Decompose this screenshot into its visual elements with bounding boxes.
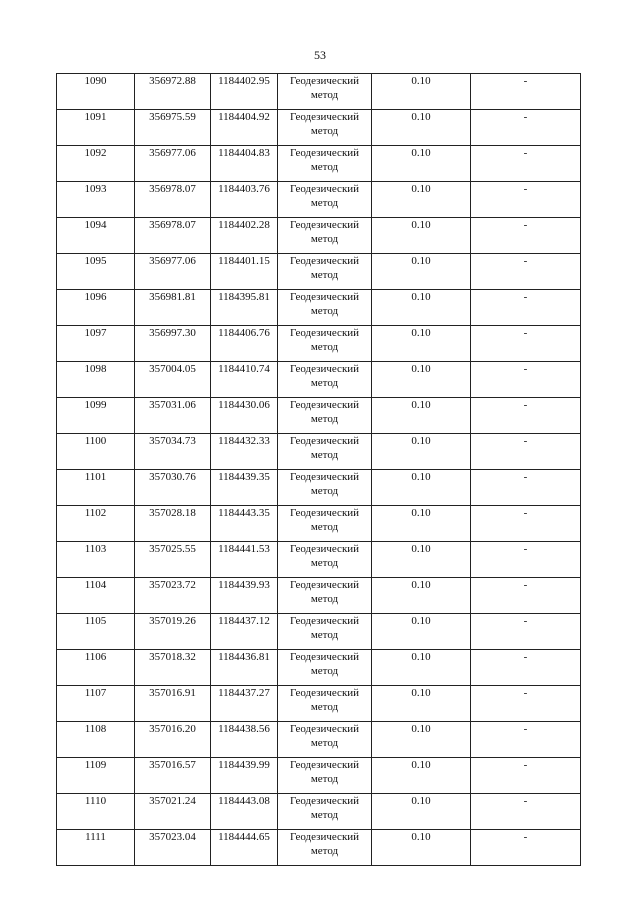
y-coordinate-cell	[211, 578, 278, 614]
accuracy-cell	[372, 362, 471, 398]
point-number-cell	[57, 542, 135, 578]
note-cell	[471, 470, 581, 506]
x-coordinate-cell	[135, 254, 211, 290]
method-cell	[278, 74, 372, 110]
accuracy-cell-text: 0.10	[411, 147, 431, 159]
accuracy-cell-text: 0.10	[411, 183, 431, 195]
x-coordinate-cell-text: 356977.06	[149, 147, 196, 159]
x-coordinate-cell-text: 357030.76	[149, 471, 196, 483]
method-cell	[278, 470, 372, 506]
x-coordinate-cell	[135, 614, 211, 650]
accuracy-cell-text: 0.10	[411, 435, 431, 447]
accuracy-cell-text: 0.10	[411, 399, 431, 411]
accuracy-cell-text: 0.10	[411, 543, 431, 555]
point-number-cell	[57, 74, 135, 110]
method-cell-text: Геодезический метод	[289, 327, 360, 353]
y-coordinate-cell-text: 1184430.06	[218, 399, 270, 411]
note-cell	[471, 254, 581, 290]
point-number-cell	[57, 182, 135, 218]
point-number-cell-text: 1098	[84, 363, 107, 375]
accuracy-cell	[372, 614, 471, 650]
table-row	[57, 218, 581, 254]
point-number-cell-text: 1111	[85, 831, 106, 843]
y-coordinate-cell	[211, 650, 278, 686]
note-cell	[471, 182, 581, 218]
note-cell	[471, 578, 581, 614]
x-coordinate-cell-text: 357031.06	[149, 399, 196, 411]
method-cell	[278, 794, 372, 830]
method-cell	[278, 650, 372, 686]
point-number-cell-text: 1093	[84, 183, 107, 195]
y-coordinate-cell	[211, 686, 278, 722]
accuracy-cell-text: 0.10	[411, 831, 431, 843]
accuracy-cell-text: 0.10	[411, 327, 431, 339]
table-row	[57, 758, 581, 794]
x-coordinate-cell	[135, 110, 211, 146]
point-number-cell	[57, 578, 135, 614]
table-body	[57, 74, 581, 866]
note-cell-text: -	[523, 219, 528, 231]
x-coordinate-cell	[135, 794, 211, 830]
note-cell	[471, 218, 581, 254]
point-number-cell	[57, 326, 135, 362]
accuracy-cell-text: 0.10	[411, 651, 431, 663]
table-row	[57, 614, 581, 650]
note-cell	[471, 74, 581, 110]
note-cell	[471, 614, 581, 650]
method-cell	[278, 218, 372, 254]
accuracy-cell	[372, 830, 471, 866]
point-number-cell	[57, 614, 135, 650]
table-row	[57, 542, 581, 578]
note-cell	[471, 686, 581, 722]
x-coordinate-cell	[135, 218, 211, 254]
accuracy-cell-text: 0.10	[411, 111, 431, 123]
y-coordinate-cell	[211, 398, 278, 434]
method-cell	[278, 542, 372, 578]
method-cell-text: Геодезический метод	[289, 543, 360, 569]
note-cell	[471, 542, 581, 578]
y-coordinate-cell-text: 1184404.83	[218, 147, 270, 159]
note-cell-text: -	[523, 111, 528, 123]
note-cell	[471, 326, 581, 362]
accuracy-cell	[372, 146, 471, 182]
y-coordinate-cell-text: 1184441.53	[218, 543, 270, 555]
accuracy-cell	[372, 74, 471, 110]
y-coordinate-cell	[211, 326, 278, 362]
method-cell-text: Геодезический метод	[289, 363, 360, 389]
table-row	[57, 74, 581, 110]
x-coordinate-cell	[135, 758, 211, 794]
y-coordinate-cell	[211, 182, 278, 218]
note-cell-text: -	[523, 723, 528, 735]
accuracy-cell	[372, 254, 471, 290]
point-number-cell	[57, 254, 135, 290]
note-cell-text: -	[523, 543, 528, 555]
y-coordinate-cell	[211, 614, 278, 650]
method-cell	[278, 398, 372, 434]
table-row	[57, 326, 581, 362]
method-cell	[278, 578, 372, 614]
y-coordinate-cell-text: 1184402.28	[218, 219, 270, 231]
note-cell	[471, 650, 581, 686]
point-number-cell	[57, 830, 135, 866]
accuracy-cell-text: 0.10	[411, 615, 431, 627]
accuracy-cell	[372, 758, 471, 794]
note-cell-text: -	[523, 615, 528, 627]
y-coordinate-cell-text: 1184403.76	[218, 183, 270, 195]
x-coordinate-cell-text: 356981.81	[149, 291, 196, 303]
x-coordinate-cell	[135, 830, 211, 866]
x-coordinate-cell-text: 357019.26	[149, 615, 196, 627]
y-coordinate-cell-text: 1184437.27	[218, 687, 270, 699]
y-coordinate-cell	[211, 146, 278, 182]
y-coordinate-cell-text: 1184439.93	[218, 579, 270, 591]
y-coordinate-cell	[211, 434, 278, 470]
x-coordinate-cell	[135, 182, 211, 218]
point-number-cell-text: 1091	[84, 111, 107, 123]
note-cell	[471, 290, 581, 326]
y-coordinate-cell	[211, 794, 278, 830]
point-number-cell-text: 1090	[84, 75, 107, 87]
accuracy-cell	[372, 218, 471, 254]
x-coordinate-cell-text: 356977.06	[149, 255, 196, 267]
accuracy-cell-text: 0.10	[411, 363, 431, 375]
method-cell-text: Геодезический метод	[289, 183, 360, 209]
x-coordinate-cell-text: 357016.57	[149, 759, 196, 771]
table-row	[57, 794, 581, 830]
note-cell-text: -	[523, 435, 528, 447]
coordinates-table	[56, 73, 581, 866]
method-cell-text: Геодезический метод	[289, 507, 360, 533]
note-cell-text: -	[523, 75, 528, 87]
note-cell	[471, 434, 581, 470]
note-cell	[471, 722, 581, 758]
point-number-cell-text: 1099	[84, 399, 107, 411]
point-number-cell	[57, 146, 135, 182]
y-coordinate-cell-text: 1184404.92	[218, 111, 270, 123]
x-coordinate-cell-text: 356978.07	[149, 219, 196, 231]
point-number-cell-text: 1107	[84, 687, 107, 699]
note-cell-text: -	[523, 327, 528, 339]
note-cell-text: -	[523, 831, 528, 843]
x-coordinate-cell	[135, 578, 211, 614]
note-cell	[471, 110, 581, 146]
method-cell	[278, 614, 372, 650]
method-cell	[278, 110, 372, 146]
point-number-cell	[57, 434, 135, 470]
accuracy-cell-text: 0.10	[411, 219, 431, 231]
accuracy-cell	[372, 794, 471, 830]
point-number-cell-text: 1096	[84, 291, 107, 303]
y-coordinate-cell-text: 1184402.95	[218, 75, 270, 87]
method-cell-text: Геодезический метод	[289, 759, 360, 785]
page-number: 53	[314, 48, 326, 62]
table-row	[57, 290, 581, 326]
accuracy-cell	[372, 578, 471, 614]
note-cell	[471, 758, 581, 794]
x-coordinate-cell-text: 356972.88	[149, 75, 196, 87]
y-coordinate-cell-text: 1184406.76	[218, 327, 270, 339]
accuracy-cell-text: 0.10	[411, 687, 431, 699]
method-cell-text: Геодезический метод	[289, 723, 360, 749]
y-coordinate-cell	[211, 218, 278, 254]
note-cell-text: -	[523, 507, 528, 519]
table-row	[57, 110, 581, 146]
method-cell	[278, 182, 372, 218]
method-cell	[278, 146, 372, 182]
x-coordinate-cell	[135, 326, 211, 362]
method-cell-text: Геодезический метод	[289, 651, 360, 677]
point-number-cell	[57, 362, 135, 398]
note-cell-text: -	[523, 471, 528, 483]
y-coordinate-cell	[211, 254, 278, 290]
method-cell-text: Геодезический метод	[289, 795, 360, 821]
method-cell-text: Геодезический метод	[289, 687, 360, 713]
x-coordinate-cell-text: 357023.04	[149, 831, 196, 843]
method-cell	[278, 506, 372, 542]
x-coordinate-cell-text: 357021.24	[149, 795, 196, 807]
point-number-cell	[57, 470, 135, 506]
y-coordinate-cell	[211, 830, 278, 866]
table-row	[57, 470, 581, 506]
point-number-cell-text: 1105	[84, 615, 107, 627]
x-coordinate-cell	[135, 74, 211, 110]
method-cell	[278, 758, 372, 794]
y-coordinate-cell-text: 1184410.74	[218, 363, 270, 375]
note-cell-text: -	[523, 687, 528, 699]
y-coordinate-cell	[211, 74, 278, 110]
x-coordinate-cell	[135, 506, 211, 542]
accuracy-cell	[372, 326, 471, 362]
accuracy-cell-text: 0.10	[411, 795, 431, 807]
accuracy-cell-text: 0.10	[411, 507, 431, 519]
note-cell-text: -	[523, 579, 528, 591]
table-row	[57, 722, 581, 758]
accuracy-cell	[372, 542, 471, 578]
accuracy-cell-text: 0.10	[411, 723, 431, 735]
y-coordinate-cell-text: 1184432.33	[218, 435, 270, 447]
note-cell	[471, 506, 581, 542]
method-cell	[278, 326, 372, 362]
y-coordinate-cell-text: 1184395.81	[218, 291, 270, 303]
point-number-cell-text: 1103	[84, 543, 107, 555]
table-row	[57, 146, 581, 182]
x-coordinate-cell-text: 356978.07	[149, 183, 196, 195]
point-number-cell	[57, 110, 135, 146]
x-coordinate-cell	[135, 470, 211, 506]
note-cell-text: -	[523, 363, 528, 375]
x-coordinate-cell-text: 356997.30	[149, 327, 196, 339]
note-cell-text: -	[523, 759, 528, 771]
method-cell-text: Геодезический метод	[289, 111, 360, 137]
x-coordinate-cell	[135, 434, 211, 470]
y-coordinate-cell	[211, 290, 278, 326]
y-coordinate-cell-text: 1184443.35	[218, 507, 270, 519]
point-number-cell	[57, 650, 135, 686]
method-cell-text: Геодезический метод	[289, 75, 360, 101]
x-coordinate-cell	[135, 650, 211, 686]
accuracy-cell	[372, 506, 471, 542]
method-cell	[278, 686, 372, 722]
table-row	[57, 650, 581, 686]
accuracy-cell-text: 0.10	[411, 291, 431, 303]
method-cell-text: Геодезический метод	[289, 471, 360, 497]
accuracy-cell-text: 0.10	[411, 471, 431, 483]
method-cell-text: Геодезический метод	[289, 291, 360, 317]
point-number-cell	[57, 290, 135, 326]
x-coordinate-cell-text: 356975.59	[149, 111, 196, 123]
note-cell-text: -	[523, 183, 528, 195]
point-number-cell-text: 1104	[84, 579, 107, 591]
point-number-cell-text: 1092	[84, 147, 107, 159]
method-cell-text: Геодезический метод	[289, 399, 360, 425]
y-coordinate-cell-text: 1184443.08	[218, 795, 270, 807]
x-coordinate-cell-text: 357016.91	[149, 687, 196, 699]
note-cell	[471, 830, 581, 866]
note-cell-text: -	[523, 147, 528, 159]
accuracy-cell	[372, 182, 471, 218]
y-coordinate-cell	[211, 110, 278, 146]
accuracy-cell-text: 0.10	[411, 579, 431, 591]
accuracy-cell-text: 0.10	[411, 255, 431, 267]
point-number-cell-text: 1101	[84, 471, 107, 483]
y-coordinate-cell	[211, 470, 278, 506]
table-row	[57, 362, 581, 398]
x-coordinate-cell-text: 357004.05	[149, 363, 196, 375]
table-row	[57, 506, 581, 542]
table-row	[57, 830, 581, 866]
method-cell-text: Геодезический метод	[289, 435, 360, 461]
method-cell	[278, 722, 372, 758]
y-coordinate-cell-text: 1184436.81	[218, 651, 270, 663]
accuracy-cell-text: 0.10	[411, 759, 431, 771]
x-coordinate-cell-text: 357028.18	[149, 507, 196, 519]
x-coordinate-cell-text: 357018.32	[149, 651, 196, 663]
point-number-cell	[57, 398, 135, 434]
point-number-cell-text: 1110	[84, 795, 107, 807]
y-coordinate-cell	[211, 722, 278, 758]
accuracy-cell	[372, 398, 471, 434]
method-cell	[278, 434, 372, 470]
method-cell-text: Геодезический метод	[289, 219, 360, 245]
table-row	[57, 434, 581, 470]
point-number-cell	[57, 722, 135, 758]
accuracy-cell	[372, 110, 471, 146]
point-number-cell	[57, 758, 135, 794]
note-cell-text: -	[523, 291, 528, 303]
y-coordinate-cell-text: 1184444.65	[218, 831, 270, 843]
x-coordinate-cell-text: 357023.72	[149, 579, 196, 591]
x-coordinate-cell	[135, 362, 211, 398]
note-cell-text: -	[523, 399, 528, 411]
y-coordinate-cell-text: 1184401.15	[218, 255, 270, 267]
x-coordinate-cell	[135, 722, 211, 758]
note-cell-text: -	[523, 795, 528, 807]
point-number-cell	[57, 506, 135, 542]
note-cell	[471, 398, 581, 434]
note-cell	[471, 794, 581, 830]
x-coordinate-cell	[135, 146, 211, 182]
y-coordinate-cell	[211, 758, 278, 794]
method-cell-text: Геодезический метод	[289, 147, 360, 173]
method-cell-text: Геодезический метод	[289, 831, 360, 857]
y-coordinate-cell	[211, 362, 278, 398]
point-number-cell-text: 1102	[84, 507, 107, 519]
method-cell-text: Геодезический метод	[289, 579, 360, 605]
table-row	[57, 182, 581, 218]
x-coordinate-cell	[135, 542, 211, 578]
point-number-cell-text: 1094	[84, 219, 107, 231]
table-row	[57, 398, 581, 434]
accuracy-cell	[372, 434, 471, 470]
y-coordinate-cell-text: 1184437.12	[218, 615, 270, 627]
y-coordinate-cell-text: 1184439.99	[218, 759, 270, 771]
point-number-cell	[57, 686, 135, 722]
x-coordinate-cell	[135, 290, 211, 326]
point-number-cell-text: 1100	[84, 435, 107, 447]
method-cell-text: Геодезический метод	[289, 615, 360, 641]
x-coordinate-cell	[135, 398, 211, 434]
accuracy-cell	[372, 650, 471, 686]
y-coordinate-cell-text: 1184439.35	[218, 471, 270, 483]
method-cell	[278, 362, 372, 398]
method-cell	[278, 290, 372, 326]
point-number-cell	[57, 794, 135, 830]
table-row	[57, 254, 581, 290]
method-cell-text: Геодезический метод	[289, 255, 360, 281]
x-coordinate-cell-text: 357016.20	[149, 723, 196, 735]
y-coordinate-cell	[211, 506, 278, 542]
accuracy-cell	[372, 686, 471, 722]
note-cell-text: -	[523, 651, 528, 663]
point-number-cell	[57, 218, 135, 254]
x-coordinate-cell	[135, 686, 211, 722]
x-coordinate-cell-text: 357034.73	[149, 435, 196, 447]
y-coordinate-cell-text: 1184438.56	[218, 723, 270, 735]
point-number-cell-text: 1097	[84, 327, 107, 339]
y-coordinate-cell	[211, 542, 278, 578]
note-cell-text: -	[523, 255, 528, 267]
accuracy-cell	[372, 290, 471, 326]
point-number-cell-text: 1095	[84, 255, 107, 267]
table-row	[57, 686, 581, 722]
method-cell	[278, 830, 372, 866]
table-row	[57, 578, 581, 614]
accuracy-cell-text: 0.10	[411, 75, 431, 87]
point-number-cell-text: 1108	[84, 723, 107, 735]
point-number-cell-text: 1106	[84, 651, 107, 663]
method-cell	[278, 254, 372, 290]
point-number-cell-text: 1109	[84, 759, 107, 771]
note-cell	[471, 146, 581, 182]
note-cell	[471, 362, 581, 398]
x-coordinate-cell-text: 357025.55	[149, 543, 196, 555]
accuracy-cell	[372, 722, 471, 758]
accuracy-cell	[372, 470, 471, 506]
